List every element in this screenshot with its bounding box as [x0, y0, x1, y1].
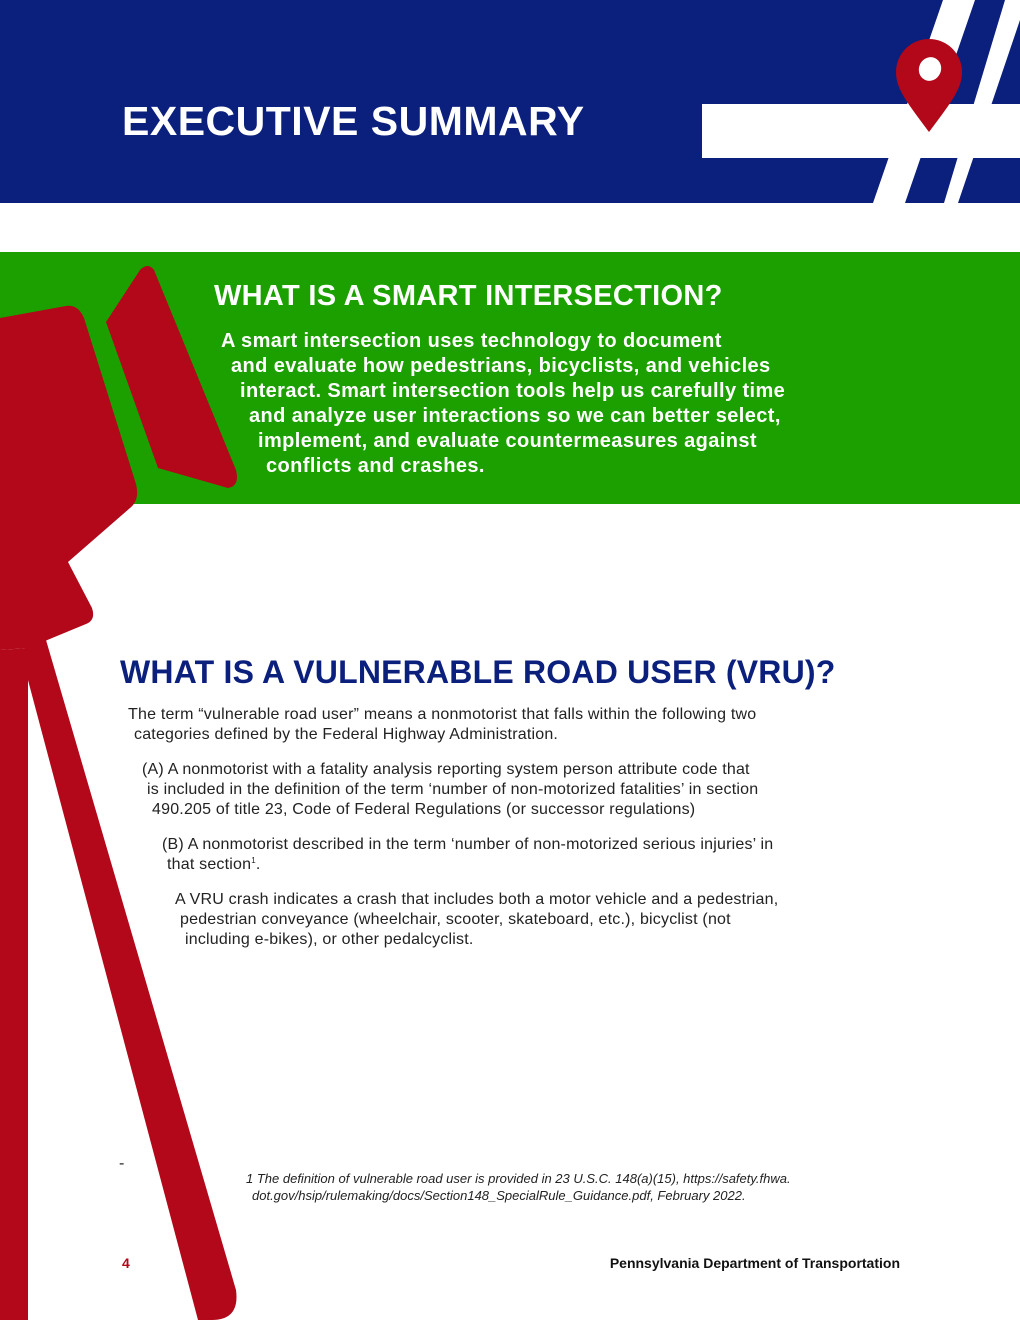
smart-intersection-text-line: conflicts and crashes.: [266, 455, 485, 477]
vru-item-b-line: [167, 855, 261, 875]
smart-intersection-text-line: implement, and evaluate countermeasures against: [258, 430, 757, 452]
smart-intersection-text-line: and analyze user interactions so we can better select,: [249, 405, 781, 427]
vru-intro-line: categories defined by the Federal Highway Administration.: [134, 726, 559, 743]
vru-item-b-end: .: [255, 856, 261, 873]
page-title: EXECUTIVE SUMMARY: [122, 98, 585, 144]
vru-item-a-line: (A) A nonmotorist with a fatality analysis reporting system person attribute code that: [142, 761, 750, 778]
footnote-separator: -: [119, 1155, 125, 1172]
signal-pole-shape: [0, 648, 28, 1320]
smart-intersection-text-line: A smart intersection uses technology to document: [221, 330, 722, 352]
vru-crash-line: A VRU crash indicates a crash that includes both a motor vehicle and a pedestrian,: [175, 891, 779, 908]
vru-item-b-text: that section: [167, 856, 252, 873]
vru-heading: WHAT IS A VULNERABLE ROAD USER (VRU)?: [120, 654, 836, 690]
vru-crash-line: pedestrian conveyance (wheelchair, scooter, skateboard, etc.), bicyclist (not: [180, 911, 731, 928]
vru-item-a-line: 490.205 of title 23, Code of Federal Regulations (or successor regulations): [152, 801, 696, 818]
footnote-reference: 1: [251, 856, 256, 865]
footnote-line: dot.gov/hsip/rulemaking/docs/Section148_SpecialRule_Guidance.pdf, February 2022.: [252, 1188, 746, 1203]
vru-crash-line: including e-bikes), or other pedalcyclist.: [185, 931, 474, 948]
footnote-line: 1 The definition of vulnerable road user is provided in 23 U.S.C. 148(a)(15), https://safety.fhwa.: [246, 1171, 791, 1186]
vru-item-a-line: is included in the definition of the term ‘number of non-motorized fatalities’ in section: [147, 781, 759, 798]
vru-item-b-line: (B) A nonmotorist described in the term ‘number of non-motorized serious injuries’ in: [162, 836, 774, 853]
smart-intersection-text-line: interact. Smart intersection tools help us carefully time: [240, 380, 786, 402]
smart-intersection-text-line: and evaluate how pedestrians, bicyclists, and vehicles: [231, 355, 771, 377]
page-number: 4: [122, 1255, 130, 1271]
signal-head-shape: [0, 306, 137, 650]
footer-organization: Pennsylvania Department of Transportation: [609, 1255, 900, 1271]
smart-intersection-heading: WHAT IS A SMART INTERSECTION?: [214, 280, 723, 312]
vru-intro-line: The term “vulnerable road user” means a nonmotorist that falls within the following two: [128, 706, 757, 723]
